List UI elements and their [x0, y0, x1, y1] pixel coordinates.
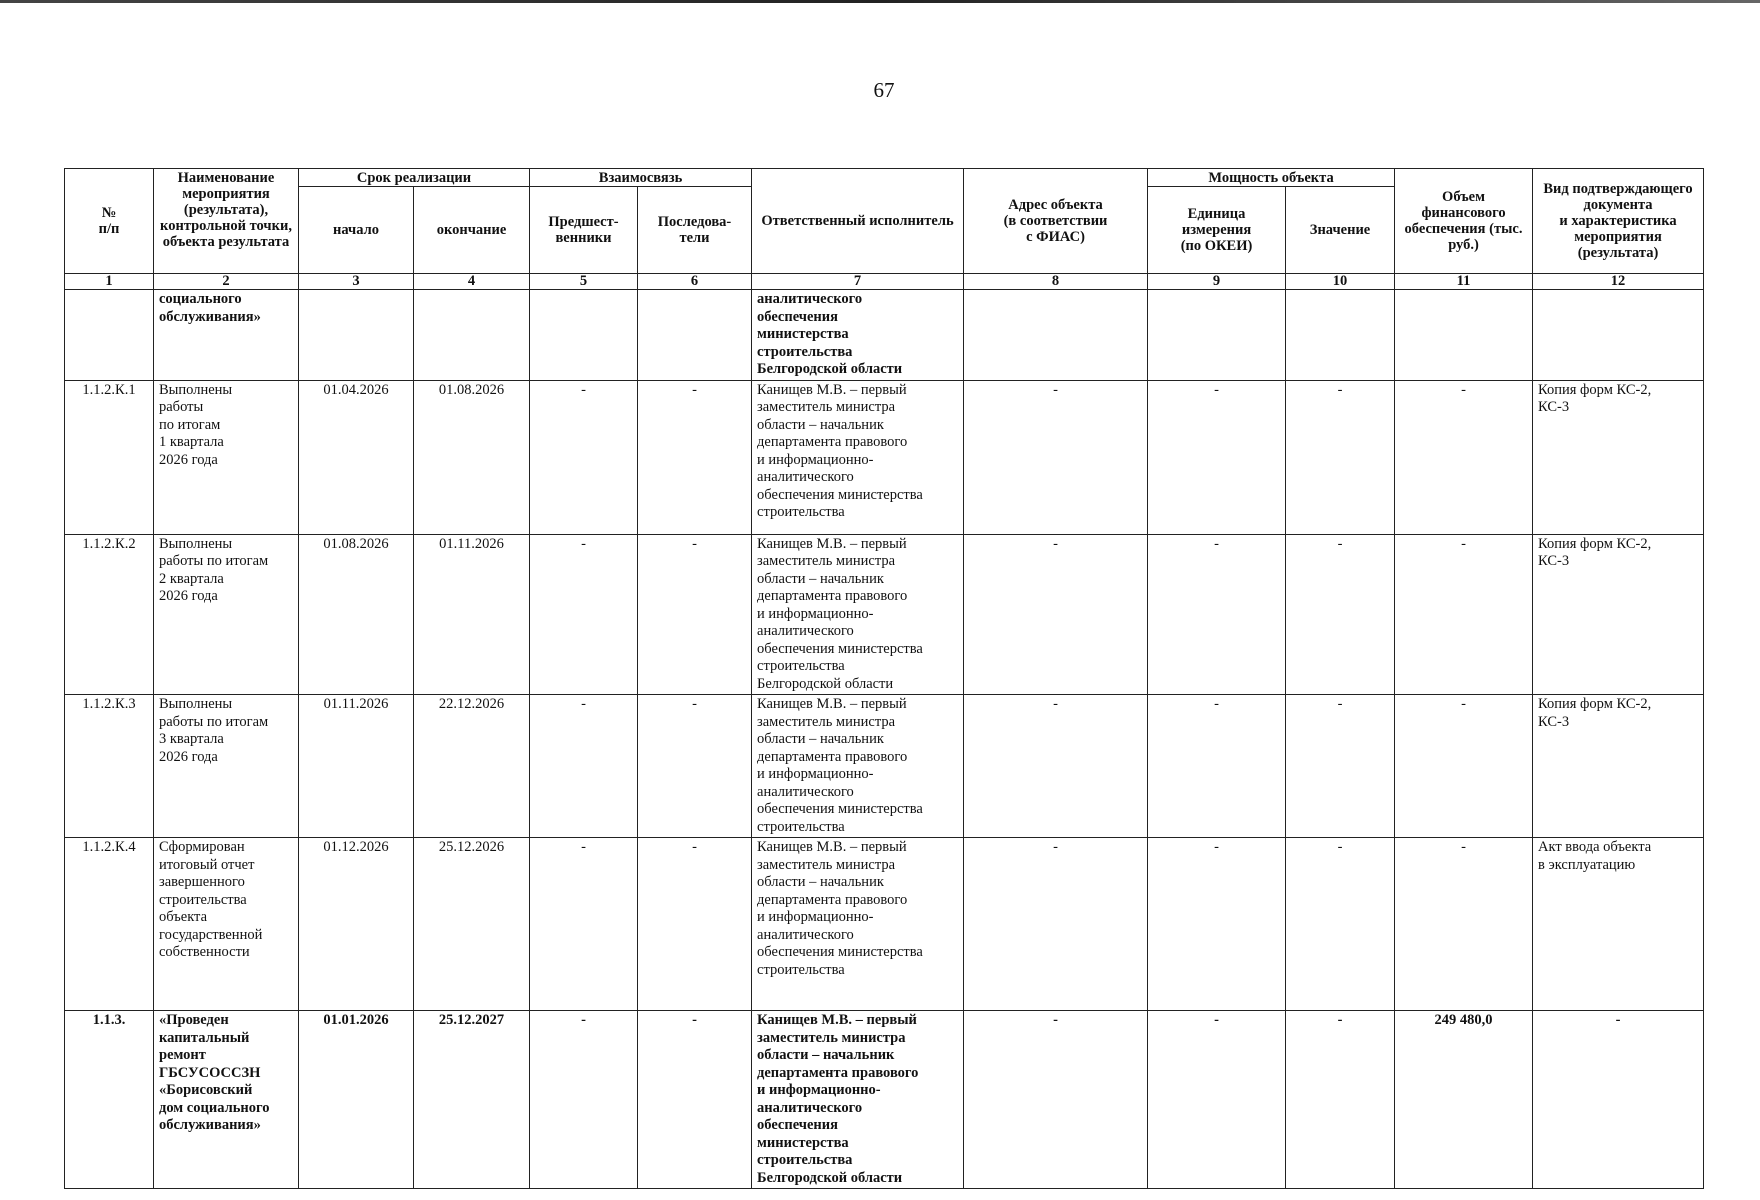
cell-unit: - [1148, 695, 1286, 838]
header-value: Значение [1286, 187, 1395, 274]
table-row [65, 290, 1704, 381]
cell-finance [1395, 290, 1533, 381]
cell-value [1286, 290, 1395, 381]
cell-name: Сформирован итоговый отчет завершенного строительства объекта государственной собственности [154, 838, 299, 1011]
cell-succ: - [638, 838, 752, 1011]
cell-name: «Проведен капитальный ремонт ГБСУСОССЗН «Борисовский дом социального обслуживания» [154, 1011, 299, 1189]
cell-unit: - [1148, 380, 1286, 534]
header-name: Наименование мероприятия (результата), контрольной точки, объекта результата [154, 169, 299, 274]
cell-value: - [1286, 695, 1395, 838]
cell-address: - [964, 380, 1148, 534]
cell-num: 1.1.2.К.4 [65, 838, 154, 1011]
cell-responsible: Канищев М.В. – первый заместитель министра области – начальник департамента правового и информационно- аналитического обеспечения министерства строительства Белгородской области [752, 1011, 964, 1189]
cell-pred: - [530, 695, 638, 838]
header-num: № п/п [65, 169, 154, 274]
header-relation: Взаимосвязь [530, 169, 752, 187]
table-header [65, 169, 1704, 290]
cell-end: 01.11.2026 [414, 534, 530, 695]
cell-pred: - [530, 838, 638, 1011]
cell-unit: - [1148, 1011, 1286, 1189]
cell-pred: - [530, 1011, 638, 1189]
cell-name: социального обслуживания» [154, 290, 299, 381]
cell-finance: - [1395, 380, 1533, 534]
cell-start: 01.11.2026 [299, 695, 414, 838]
col-number: 5 [530, 274, 638, 290]
header-address: Адрес объекта (в соответствии с ФИАС) [964, 169, 1148, 274]
table-row [65, 534, 1704, 695]
header-end: окончание [414, 187, 530, 274]
cell-pred: - [530, 534, 638, 695]
cell-num: 1.1.2.К.1 [65, 380, 154, 534]
table-row [65, 838, 1704, 1011]
cell-doc [1533, 290, 1704, 381]
col-number: 1 [65, 274, 154, 290]
plan-table [64, 168, 1704, 1189]
col-number: 11 [1395, 274, 1533, 290]
cell-doc: Акт ввода объекта в эксплуатацию [1533, 838, 1704, 1011]
cell-start [299, 290, 414, 381]
column-number-row [65, 274, 1704, 290]
col-number: 2 [154, 274, 299, 290]
cell-finance: - [1395, 838, 1533, 1011]
cell-start: 01.12.2026 [299, 838, 414, 1011]
cell-pred: - [530, 380, 638, 534]
cell-finance: - [1395, 695, 1533, 838]
cell-name: Выполнены работы по итогам 3 квартала 2026 года [154, 695, 299, 838]
cell-responsible: Канищев М.В. – первый заместитель министра области – начальник департамента правового и информационно- аналитического обеспечения министерства строительства [752, 695, 964, 838]
col-number: 3 [299, 274, 414, 290]
cell-doc: - [1533, 1011, 1704, 1189]
cell-doc: Копия форм КС-2, КС-3 [1533, 695, 1704, 838]
header-responsible: Ответственный исполнитель [752, 169, 964, 274]
cell-address: - [964, 1011, 1148, 1189]
cell-address: - [964, 838, 1148, 1011]
col-number: 8 [964, 274, 1148, 290]
cell-end: 25.12.2026 [414, 838, 530, 1011]
col-number: 6 [638, 274, 752, 290]
cell-num: 1.1.2.К.3 [65, 695, 154, 838]
cell-num [65, 290, 154, 381]
cell-doc: Копия форм КС-2, КС-3 [1533, 534, 1704, 695]
header-capacity: Мощность объекта [1148, 169, 1395, 187]
cell-pred [530, 290, 638, 381]
table-body [65, 290, 1704, 1189]
cell-start: 01.01.2026 [299, 1011, 414, 1189]
header-successors: Последова- тели [638, 187, 752, 274]
cell-value: - [1286, 534, 1395, 695]
header-period: Срок реализации [299, 169, 530, 187]
cell-name: Выполнены работы по итогам 1 квартала 2026 года [154, 380, 299, 534]
cell-end: 01.08.2026 [414, 380, 530, 534]
header-unit: Единица измерения (по ОКЕИ) [1148, 187, 1286, 274]
cell-end: 22.12.2026 [414, 695, 530, 838]
page-number: 67 [873, 78, 895, 102]
header-predecessors: Предшест- венники [530, 187, 638, 274]
col-number: 4 [414, 274, 530, 290]
cell-end [414, 290, 530, 381]
cell-address [964, 290, 1148, 381]
cell-unit: - [1148, 838, 1286, 1011]
cell-value: - [1286, 838, 1395, 1011]
cell-succ: - [638, 380, 752, 534]
cell-address: - [964, 534, 1148, 695]
cell-responsible: аналитического обеспечения министерства строительства Белгородской области [752, 290, 964, 381]
cell-succ: - [638, 534, 752, 695]
cell-num: 1.1.2.К.2 [65, 534, 154, 695]
cell-address: - [964, 695, 1148, 838]
cell-value: - [1286, 1011, 1395, 1189]
cell-value: - [1286, 380, 1395, 534]
col-number: 7 [752, 274, 964, 290]
cell-succ: - [638, 1011, 752, 1189]
table-row [65, 380, 1704, 534]
cell-unit: - [1148, 534, 1286, 695]
cell-start: 01.08.2026 [299, 534, 414, 695]
col-number: 12 [1533, 274, 1704, 290]
cell-succ [638, 290, 752, 381]
cell-name: Выполнены работы по итогам 2 квартала 2026 года [154, 534, 299, 695]
cell-responsible: Канищев М.В. – первый заместитель министра области – начальник департамента правового и информационно- аналитического обеспечения министерства строительства [752, 380, 964, 534]
cell-responsible: Канищев М.В. – первый заместитель министра области – начальник департамента правового и информационно- аналитического обеспечения министерства строительства Белгородской области [752, 534, 964, 695]
cell-finance: 249 480,0 [1395, 1011, 1533, 1189]
cell-start: 01.04.2026 [299, 380, 414, 534]
cell-finance: - [1395, 534, 1533, 695]
col-number: 10 [1286, 274, 1395, 290]
header-start: начало [299, 187, 414, 274]
table-row [65, 695, 1704, 838]
cell-doc: Копия форм КС-2, КС-3 [1533, 380, 1704, 534]
cell-num: 1.1.3. [65, 1011, 154, 1189]
cell-unit [1148, 290, 1286, 381]
cell-succ: - [638, 695, 752, 838]
cell-responsible: Канищев М.В. – первый заместитель министра области – начальник департамента правового и информационно- аналитического обеспечения министерства строительства [752, 838, 964, 1011]
table-row [65, 1011, 1704, 1189]
header-finance: Объем финансового обеспечения (тыс. руб.) [1395, 169, 1533, 274]
cell-end: 25.12.2027 [414, 1011, 530, 1189]
header-doc: Вид подтверждающего документа и характеристика мероприятия (результата) [1533, 169, 1704, 274]
page-top-border [0, 0, 1760, 3]
col-number: 9 [1148, 274, 1286, 290]
